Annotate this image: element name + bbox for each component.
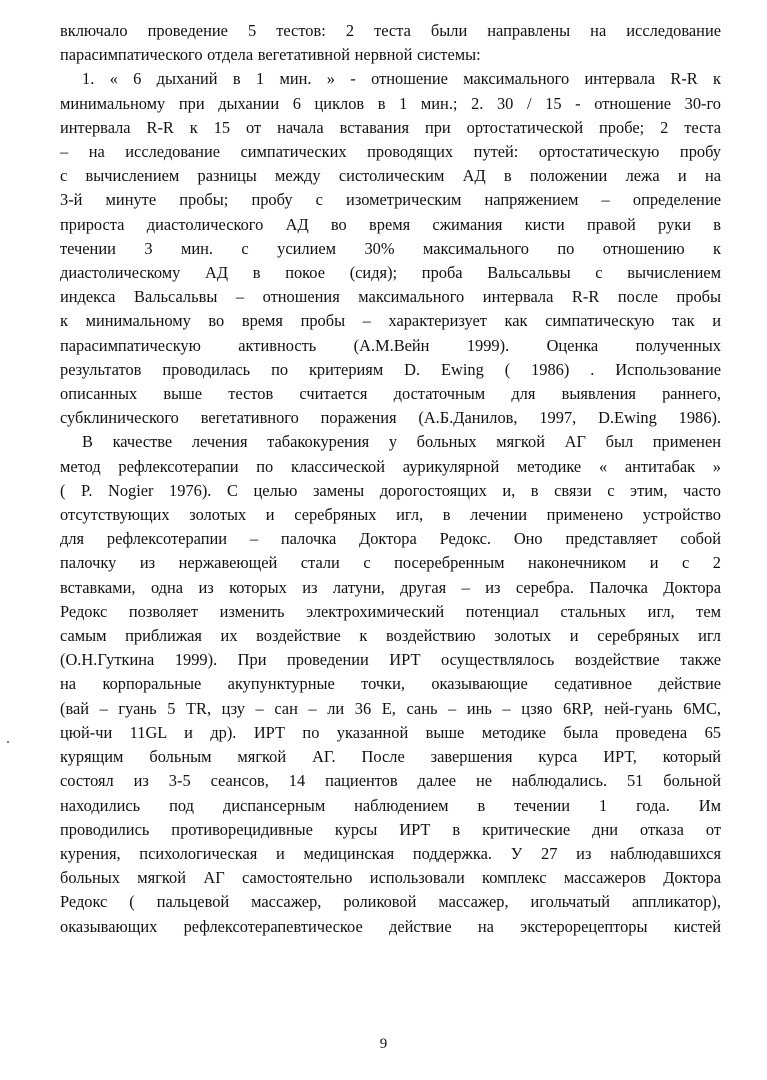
text-line: проводились противорецидивные курсы ИРТ в критические дни отказа от: [60, 819, 721, 839]
text-line: с вычислением разницы между систолическим АД в положении лежа и на: [60, 166, 721, 186]
text-line: больных мягкой АГ самостоятельно использовали комплекс массажеров Доктора: [60, 868, 721, 888]
text-line: курения, психологическая и медицинская поддержка. У 27 из наблюдавшихся: [60, 843, 721, 863]
text-line: метод рефлексотерапии по классической аурикулярной методике « антитабак »: [60, 456, 721, 476]
text-line: самым приближая их воздействие к воздействию золотых и серебряных игл: [60, 626, 721, 646]
text-line: диастолическому АД в покое (сидя); проба Вальсальвы с вычислением: [60, 263, 721, 283]
text-line: парасимпатического отдела вегетативной нервной системы:: [60, 45, 481, 65]
text-line: включало проведение 5 тестов: 2 теста были направлены на исследование: [60, 21, 721, 40]
text-line: интервала R-R к 15 от начала вставания при ортостатической пробе; 2 теста: [60, 117, 721, 137]
text-line: В качестве лечения табакокурения у больных мягкой АГ был применен: [82, 432, 721, 452]
text-line: курящим больным мягкой АГ. После завершения курса ИРТ, который: [60, 747, 721, 767]
text-body: [60, 19, 721, 939]
text-line: вставками, одна из которых из латуни, другая – из серебра. Палочка Доктора: [60, 577, 721, 597]
text-line: состоял из 3-5 сеансов, 14 пациентов далее не наблюдались. 51 больной: [60, 771, 721, 791]
text-line: оказывающих рефлексотерапевтическое действие на экстерорецепторы кистей: [60, 916, 721, 936]
text-line: ( P. Nogier 1976). С целью замены дорогостоящих и, в связи с этим, часто: [60, 480, 721, 500]
text-line: индекса Вальсальвы – отношения максимального интервала R-R после пробы: [60, 287, 721, 307]
text-line: течении 3 мин. с усилием 30% максимального по отношению к: [60, 238, 721, 258]
text-line: (вай – гуань 5 TR, цзу – сан – ли 36 E, сань – инь – цзяо 6RP, ней-гуань 6MC,: [60, 698, 721, 718]
text-line: для рефлексотерапии – палочка Доктора Редокс. Оно представляет собой: [60, 529, 721, 549]
text-line: на корпоральные акупунктурные точки, оказывающие седативное действие: [60, 674, 721, 694]
text-line: прироста диастолического АД во время сжимания кисти правой руки в: [60, 214, 721, 234]
scan-speck: [7, 741, 9, 743]
text-line: (О.Н.Гуткина 1999). При проведении ИРТ осуществлялось воздействие также: [60, 650, 721, 670]
text-line: минимальному при дыхании 6 циклов в 1 мин.; 2. 30 / 15 - отношение 30-го: [60, 93, 721, 113]
text-line: описанных выше тестов считается достаточным для выявления раннего,: [60, 384, 721, 404]
text-line: Редокс ( пальцевой массажер, роликовой массажер, игольчатый аппликатор),: [60, 892, 721, 912]
text-line: к минимальному во время пробы – характеризует как симпатическую так и: [60, 311, 721, 331]
text-line: Редокс позволяет изменить электрохимический потенциал стальных игл, тем: [60, 601, 721, 621]
text-line: парасимпатическую активность (А.М.Вейн 1999). Оценка полученных: [60, 335, 721, 355]
text-line: отсутствующих золотых и серебряных игл, в лечении применено устройство: [60, 505, 721, 525]
text-line: – на исследование симпатических проводящих путей: ортостатическую пробу: [60, 142, 721, 162]
text-line: находились под диспансерным наблюдением в течении 1 года. Им: [60, 795, 721, 815]
text-line: субклинического вегетативного поражения (А.Б.Данилов, 1997, D.Ewing 1986).: [60, 408, 721, 428]
text-line: 3-й минуте пробы; пробу с изометрическим напряжением – определение: [60, 190, 721, 210]
text-line: цюй-чи 11GL и др). ИРТ по указанной выше методике была проведена 65: [60, 722, 721, 742]
text-line: результатов проводилась по критериям D. Ewing ( 1986) . Использование: [60, 359, 721, 379]
text-line: палочку из нержавеющей стали с посеребренным наконечником и с 2: [60, 553, 721, 573]
page-number: 9: [379, 1036, 388, 1052]
text-line: 1. « 6 дыханий в 1 мин. » - отношение максимального интервала R-R к: [82, 69, 721, 89]
